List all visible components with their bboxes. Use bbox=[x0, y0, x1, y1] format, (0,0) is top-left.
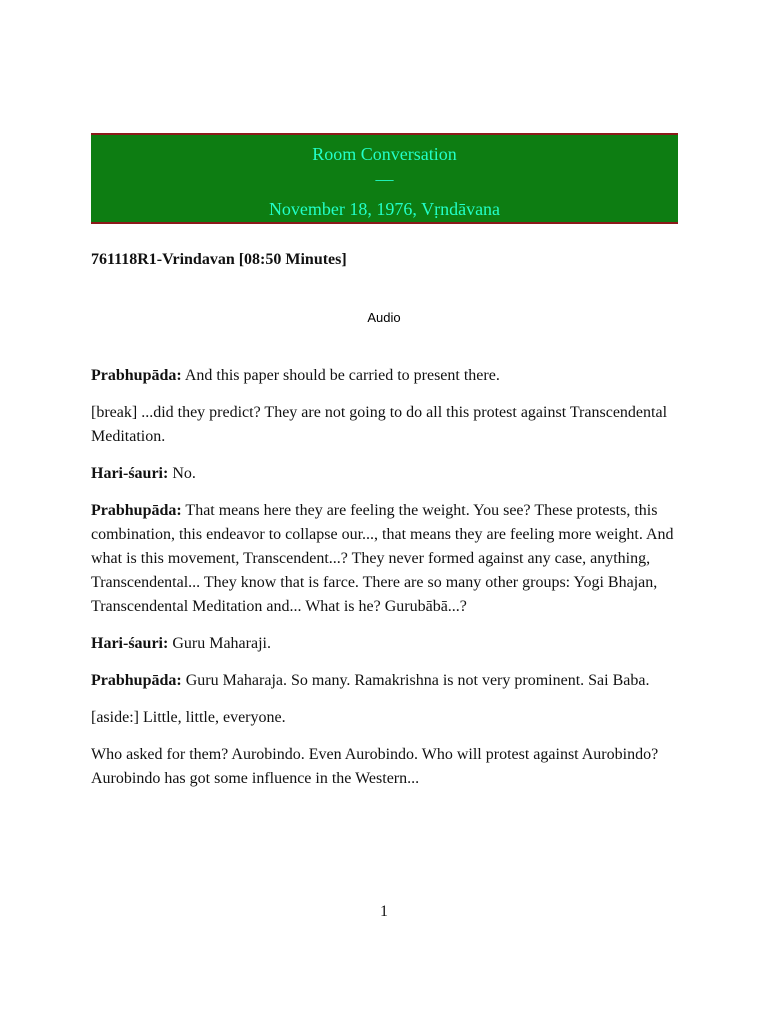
transcript-paragraph bbox=[91, 706, 681, 730]
paragraph-text: Guru Maharaja. So many. Ramakrishna is not very prominent. Sai Baba. bbox=[181, 672, 650, 689]
title-date-place: November 18, 1976, Vṛndāvana bbox=[268, 199, 501, 219]
speaker-label: Prabhupāda: bbox=[91, 672, 182, 689]
transcript-paragraph bbox=[91, 499, 681, 619]
page-title: Room Conversation bbox=[312, 144, 457, 164]
page-number: 1 bbox=[380, 903, 388, 920]
record-id: 761118R1-Vrindavan [08:50 Minutes] bbox=[91, 251, 347, 268]
paragraph-text: That means here they are feeling the weight. You see? These protests, this combination, this endeavor to collapse our..., that means they are feeling more weight. And what is this movement, Transcendent...? They never formed against any case, anything, Transcendental... They know that is farce. There are so many other groups: Yogi Bhajan, Transcendental Meditation and... What is he? Gurubābā...? bbox=[91, 502, 674, 615]
paragraph-text: Guru Maharaji. bbox=[168, 635, 271, 652]
transcript-paragraph bbox=[91, 462, 681, 486]
paragraph-text: [aside:] Little, little, everyone. bbox=[91, 709, 286, 726]
paragraph-text: And this paper should be carried to present there. bbox=[181, 367, 500, 384]
speaker-label: Prabhupāda: bbox=[91, 502, 182, 519]
paragraph-text: No. bbox=[168, 465, 196, 482]
title-dash: — bbox=[375, 169, 394, 189]
transcript-paragraph bbox=[91, 743, 681, 791]
title-banner bbox=[91, 133, 678, 224]
audio-link[interactable]: Audio bbox=[367, 310, 401, 325]
transcript-paragraph bbox=[91, 401, 681, 449]
speaker-label: Prabhupāda: bbox=[91, 367, 182, 384]
paragraph-text: [break] ...did they predict? They are not going to do all this protest against Transcendental Meditation. bbox=[91, 404, 668, 445]
paragraph-text: Who asked for them? Aurobindo. Even Aurobindo. Who will protest against Aurobindo? Aurobindo has got some influence in the Western... bbox=[91, 746, 659, 787]
transcript bbox=[91, 364, 681, 804]
speaker-label: Hari-śauri: bbox=[91, 465, 169, 482]
speaker-label: Hari-śauri: bbox=[91, 635, 169, 652]
transcript-paragraph bbox=[91, 669, 681, 693]
transcript-paragraph bbox=[91, 632, 681, 656]
transcript-paragraph bbox=[91, 364, 681, 388]
